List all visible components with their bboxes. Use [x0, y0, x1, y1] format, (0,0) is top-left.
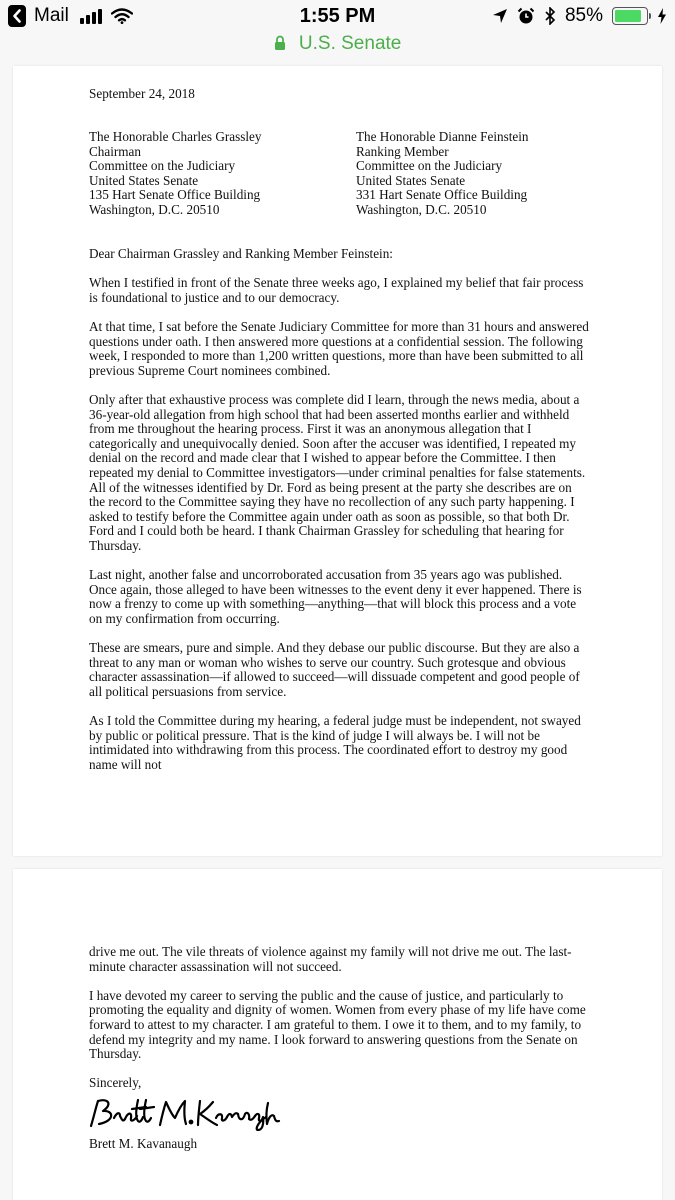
letter-date: September 24, 2018 — [89, 86, 195, 101]
recipient-line: Committee on the Judiciary — [89, 158, 236, 174]
url-bar[interactable] — [0, 33, 675, 55]
location-arrow-icon — [492, 8, 508, 24]
recipient-feinstein — [356, 130, 596, 218]
recipient-line: The Honorable Dianne Feinstein — [356, 129, 529, 144]
recipient-line: Chairman — [89, 143, 142, 159]
recipient-line: 135 Hart Senate Office Building — [89, 187, 261, 203]
paragraph: Last night, another false and uncorroborated accusation from 35 years ago was published. Once again, those alleged to have been witnesses to the event deny it ever happened. There is now a frenzy to come up with something—anything—that will block this process and a vote on my confirmation from occurring. — [89, 567, 582, 626]
paragraph: Only after that exhaustive process was complete did I learn, through the news media, about a 36-year-old allegation from high school that had been asserted months earlier and withheld from me throughout the hearing process. First it was an anonymous allegation that I categorically and unequivocally denied. Soon after the accuser was identified, I repeated my denial on the record and made clear that I wished to appear before the Committee. I then repeated my denial to Committee investigators—under criminal penalties for false statements. All of the witnesses identified by Dr. Ford as being present at the party she describes are on the record to the Committee saying they have no recollection of any such party happening. I asked to testify before the Committee again under oath as soon as possible, so that both Dr. Ford and I could both be heard. I thank Chairman Grassley for scheduling that hearing for Thursday. — [89, 391, 586, 553]
recipient-grassley — [89, 130, 329, 218]
url-site-name[interactable]: U.S. Senate — [298, 33, 402, 54]
bluetooth-icon — [544, 7, 556, 25]
lock-icon — [274, 35, 286, 51]
recipient-line: Washington, D.C. 20510 — [89, 201, 220, 217]
status-right — [492, 5, 667, 27]
recipient-line: Ranking Member — [356, 143, 449, 159]
recipient-line: 331 Hart Senate Office Building — [356, 187, 528, 203]
letter-page-1 — [13, 66, 662, 856]
paragraph: These are smears, pure and simple. And they debase our public discourse. But they are also a threat to any man or woman who wishes to serve our country. Such grotesque and obvious character assassination—if allowed to succeed—will dissuade competent and good people of all political persuasions from service. — [89, 640, 580, 699]
recipient-line: The Honorable Charles Grassley — [89, 129, 262, 144]
signer-name: Brett M. Kavanaugh — [89, 1135, 198, 1151]
charging-bolt-icon — [657, 8, 667, 24]
letter-body-page-2 — [89, 945, 589, 1152]
paragraph: At that time, I sat before the Senate Judiciary Committee for more than 31 hours and answered questions under oath. I then answered more questions at a confidential session. The following week, I responded to more than 1,200 written questions, more than have been submitted to all previous Supreme Court nominees combined. — [89, 318, 589, 378]
signature — [86, 1097, 286, 1131]
recipient-line: Washington, D.C. 20510 — [356, 201, 487, 217]
battery-fill — [615, 10, 641, 22]
paragraph: I have devoted my career to serving the public and the cause of justice, and particularly to promoting the equality and dignity of women. Women from every phase of my life have come forward to attest to my character. I am grateful to them. I owe it to them, and to my family, to defend my integrity and my name. I look forward to answering questions from the Senate on Thursday. — [89, 987, 586, 1062]
alarm-clock-icon — [517, 7, 535, 25]
recipient-line: United States Senate — [356, 172, 466, 188]
paragraph: drive me out. The vile threats of violence against my family will not drive me out. The last-minute character assassination will not succeed. — [89, 944, 572, 974]
recipient-line: Committee on the Judiciary — [356, 158, 503, 174]
salutation: Dear Chairman Grassley and Ranking Member Feinstein: — [89, 246, 393, 261]
back-app-label[interactable]: Mail — [34, 5, 69, 26]
recipient-line: United States Senate — [89, 172, 199, 188]
paragraph: As I told the Committee during my hearing, a federal judge must be independent, not swayed by public or political pressure. That is the kind of judge I will always be. I will not be intimidated into withdrawing from this process. The coordinated effort to destroy my good name will not — [89, 713, 581, 772]
status-time: 1:55 PM — [299, 5, 376, 27]
letter-body-page-1 — [89, 247, 589, 787]
paragraph: When I testified in front of the Senate three weeks ago, I explained my belief that fair process is foundational to justice and to our democracy. — [89, 275, 584, 305]
battery-icon — [612, 7, 648, 25]
closing: Sincerely, — [89, 1075, 142, 1091]
letter-page-2 — [13, 869, 662, 1200]
battery-percentage: 85% — [564, 5, 603, 26]
status-bar — [0, 0, 675, 34]
